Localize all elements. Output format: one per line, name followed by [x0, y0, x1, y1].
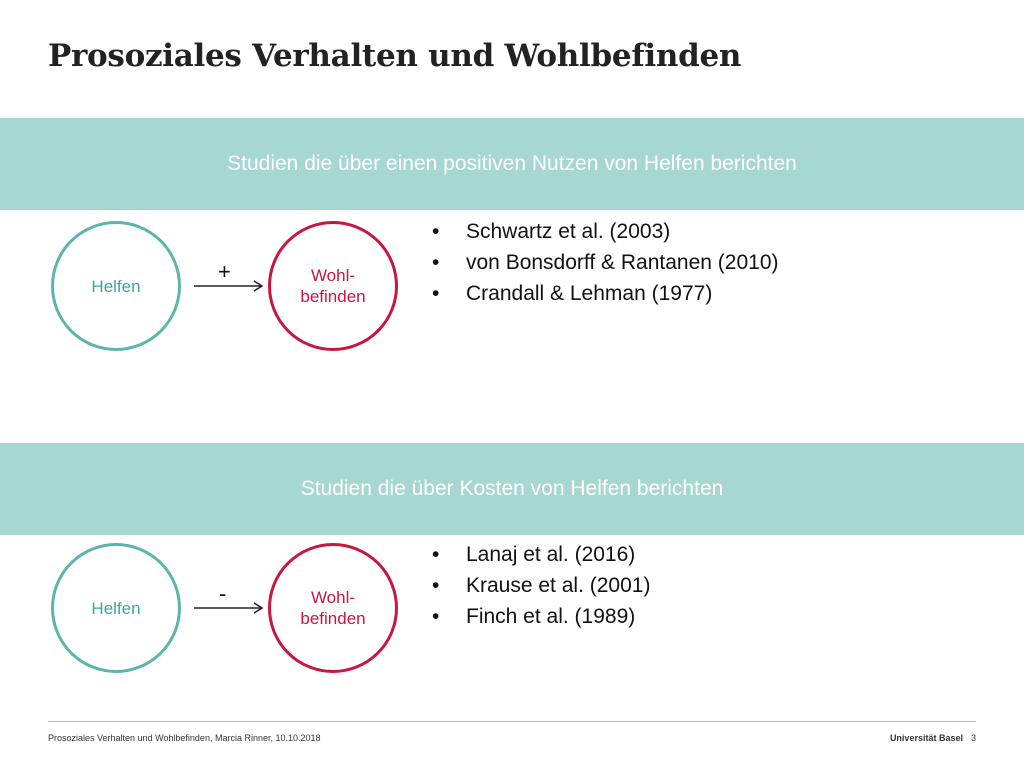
- reference-list-benefits: [432, 216, 779, 309]
- bullet-icon: •: [432, 220, 440, 243]
- page-number: 3: [970, 733, 976, 743]
- reference-list-costs: [432, 539, 650, 632]
- reference-text: Krause et al. (2001): [466, 574, 651, 597]
- slide-title: Prosoziales Verhalten und Wohlbefinden: [48, 38, 742, 74]
- bullet-icon: •: [432, 605, 440, 628]
- helfen-node: [51, 543, 181, 673]
- negative-sign: -: [219, 581, 227, 606]
- university-name: Universität Basel: [889, 733, 963, 743]
- helfen-label: Helfen: [91, 276, 141, 296]
- footer-caption: Prosoziales Verhalten und Wohlbefinden, Marcia Rinner, 10.10.2018: [48, 733, 321, 743]
- list-item: [432, 247, 779, 278]
- positive-sign: +: [218, 259, 231, 284]
- wohlbefinden-label: Wohl- befinden: [300, 266, 366, 306]
- bullet-icon: •: [432, 251, 440, 274]
- list-item: [432, 570, 650, 601]
- bullet-icon: •: [432, 574, 440, 597]
- wohlbefinden-node: [268, 221, 398, 351]
- section-heading-costs: [0, 443, 1024, 535]
- list-item: [432, 601, 650, 632]
- helfen-label: Helfen: [91, 598, 141, 618]
- list-item: [432, 278, 779, 309]
- arrow-icon: [193, 279, 265, 293]
- footer-right: [890, 733, 976, 743]
- reference-text: von Bonsdorff & Rantanen (2010): [466, 251, 779, 274]
- reference-text: Lanaj et al. (2016): [466, 543, 636, 566]
- section-heading-text: Studien die über Kosten von Helfen berichten: [300, 477, 724, 500]
- list-item: [432, 216, 779, 247]
- wohlbefinden-node: [268, 543, 398, 673]
- reference-text: Schwartz et al. (2003): [466, 220, 671, 243]
- helfen-node: [51, 221, 181, 351]
- bullet-icon: •: [432, 543, 440, 566]
- bullet-icon: •: [432, 282, 440, 305]
- reference-text: Crandall & Lehman (1977): [466, 282, 713, 305]
- list-item: [432, 539, 650, 570]
- section-heading-text: Studien die über einen positiven Nutzen von Helfen berichten: [227, 152, 797, 175]
- arrow-icon: [193, 601, 265, 615]
- section-heading-benefits: [0, 118, 1024, 210]
- wohlbefinden-label: Wohl- befinden: [300, 588, 366, 628]
- reference-text: Finch et al. (1989): [466, 605, 636, 628]
- footer-divider: [48, 721, 976, 722]
